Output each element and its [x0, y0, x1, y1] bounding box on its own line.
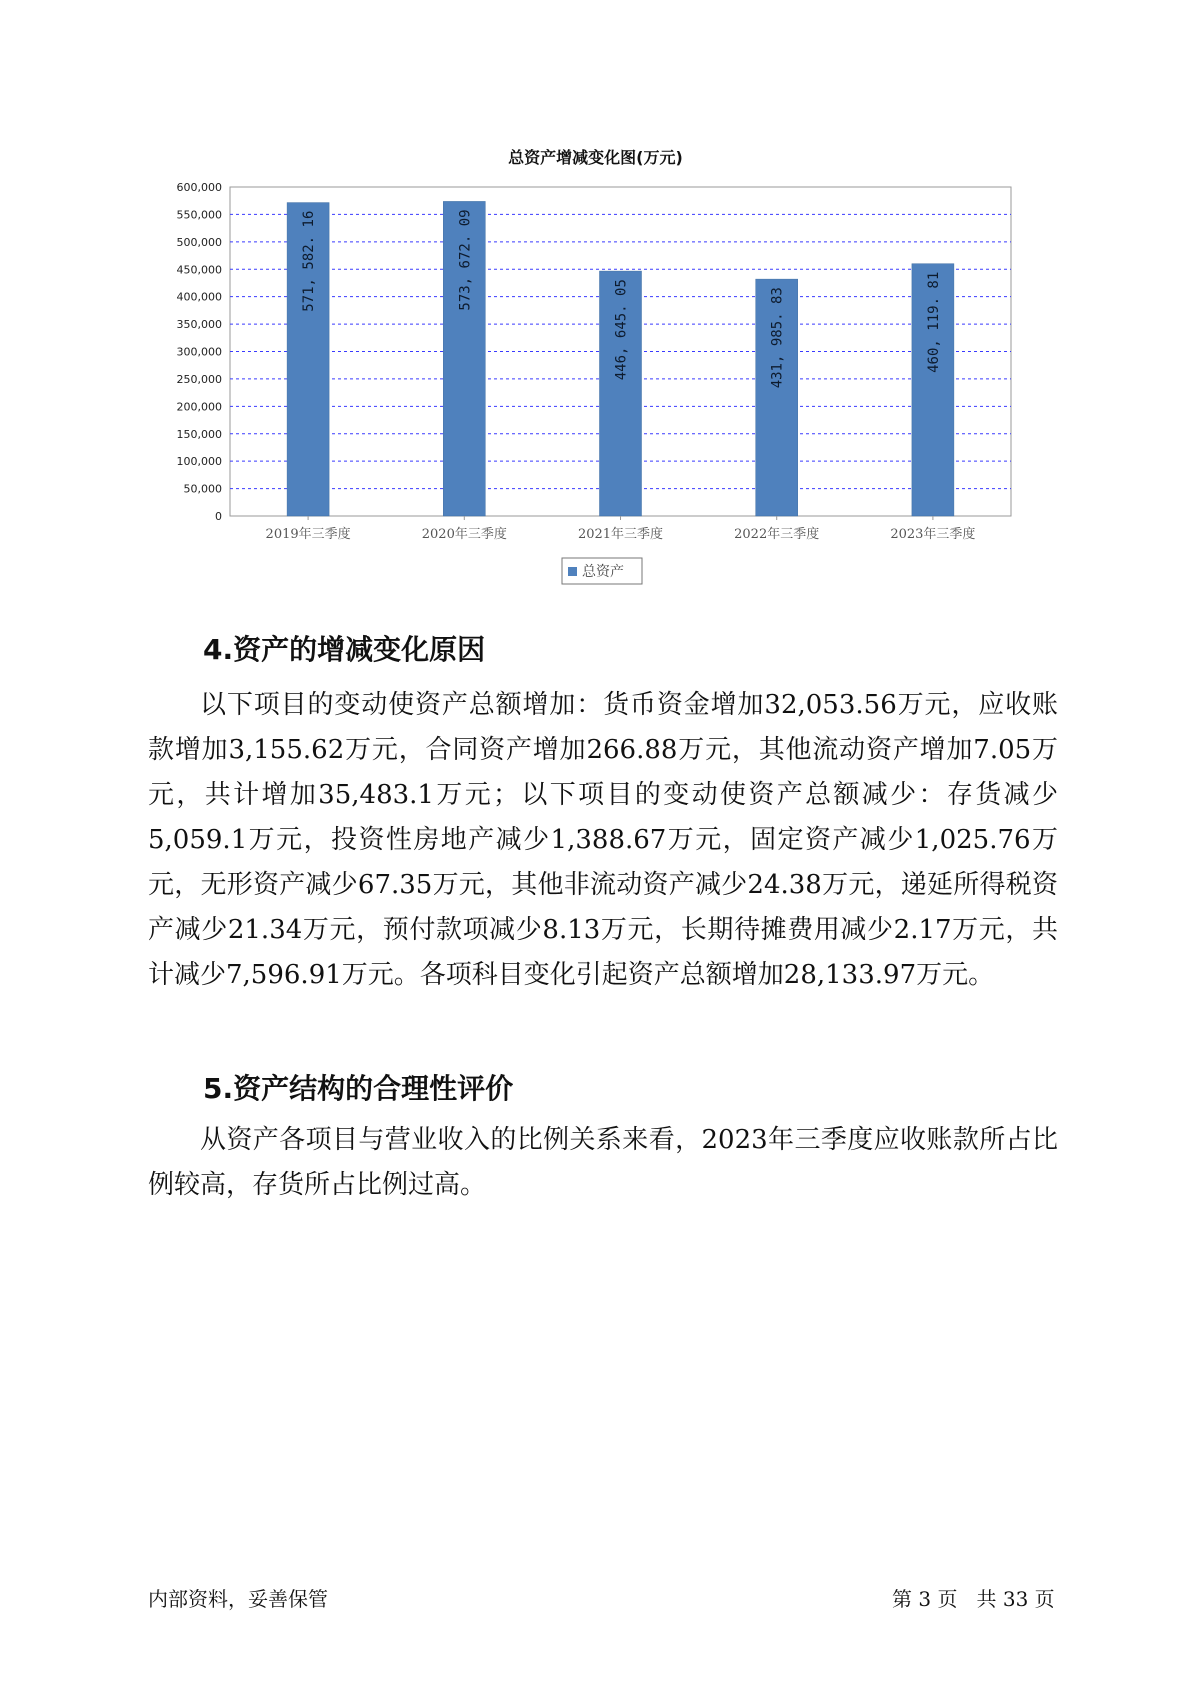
- y-tick-label: 600,000: [176, 181, 222, 194]
- bar-value-label: 571, 582. 16: [301, 210, 318, 312]
- y-tick-label: 400,000: [176, 290, 222, 304]
- y-tick-label: 0: [215, 510, 222, 523]
- x-tick-label: 2023年三季度: [890, 527, 976, 542]
- y-tick-label: 150,000: [176, 427, 222, 441]
- y-tick-label: 100,000: [176, 455, 222, 469]
- section-4-paragraph: 以下项目的变动使资产总额增加：货币资金增加32,053.56万元，应收账款增加3,155.62万元，合同资产增加266.88万元，其他流动资产增加7.05万元，共计增加35,483.1万元；以下项目的变动使资产总额减少：存货减少5,059.1万元，投资性房地产减少1,388.67万元，固定资产减少1,025.76万元，无形资产减少67.35万元，其他非流动资产减少24.38万元，递延所得税资产减少21.34万元，预付款项减少8.13万元，长期待摊费用减少2.17万元，共计减少7,596.91万元。各项科目变化引起资产总额增加28,133.97万元。: [148, 690, 1058, 990]
- legend-swatch: [568, 567, 577, 576]
- y-tick-label: 500,000: [176, 235, 222, 249]
- legend-label: 总资产: [582, 564, 624, 580]
- section-4-heading: 4.资产的增减变化原因: [203, 633, 486, 666]
- y-tick-label: 450,000: [176, 263, 222, 277]
- x-tick-label: 2019年三季度: [265, 527, 351, 542]
- chart-title: 总资产增减变化图(万元): [508, 148, 683, 167]
- footer-page-number: 第 3 页 共 33 页: [892, 1587, 1055, 1611]
- y-tick-label: 250,000: [176, 372, 222, 386]
- y-tick-label: 350,000: [176, 318, 222, 332]
- y-tick-label: 200,000: [176, 400, 222, 414]
- bar-chart: [0, 0, 1191, 620]
- section-5-paragraph: 从资产各项目与营业收入的比例关系来看，2023年三季度应收账款所占比例较高，存货所占比例过高。: [148, 1125, 1058, 1200]
- x-tick-label: 2021年三季度: [577, 527, 664, 542]
- y-tick-label: 50,000: [183, 482, 222, 496]
- bar-value-label: 431, 985. 83: [769, 287, 786, 389]
- bar-value-label: 446, 645. 05: [613, 279, 630, 381]
- bar-value-label: 460, 119. 81: [925, 271, 942, 373]
- y-tick-label: 300,000: [176, 345, 222, 359]
- x-tick-label: 2020年三季度: [421, 527, 507, 542]
- footer-confidential-note: 内部资料，妥善保管: [148, 1587, 328, 1611]
- section-5-heading: 5.资产结构的合理性评价: [203, 1072, 514, 1105]
- bar-value-label: 573, 672. 09: [457, 209, 474, 311]
- x-tick-label: 2022年三季度: [734, 527, 820, 542]
- y-tick-label: 550,000: [176, 208, 222, 222]
